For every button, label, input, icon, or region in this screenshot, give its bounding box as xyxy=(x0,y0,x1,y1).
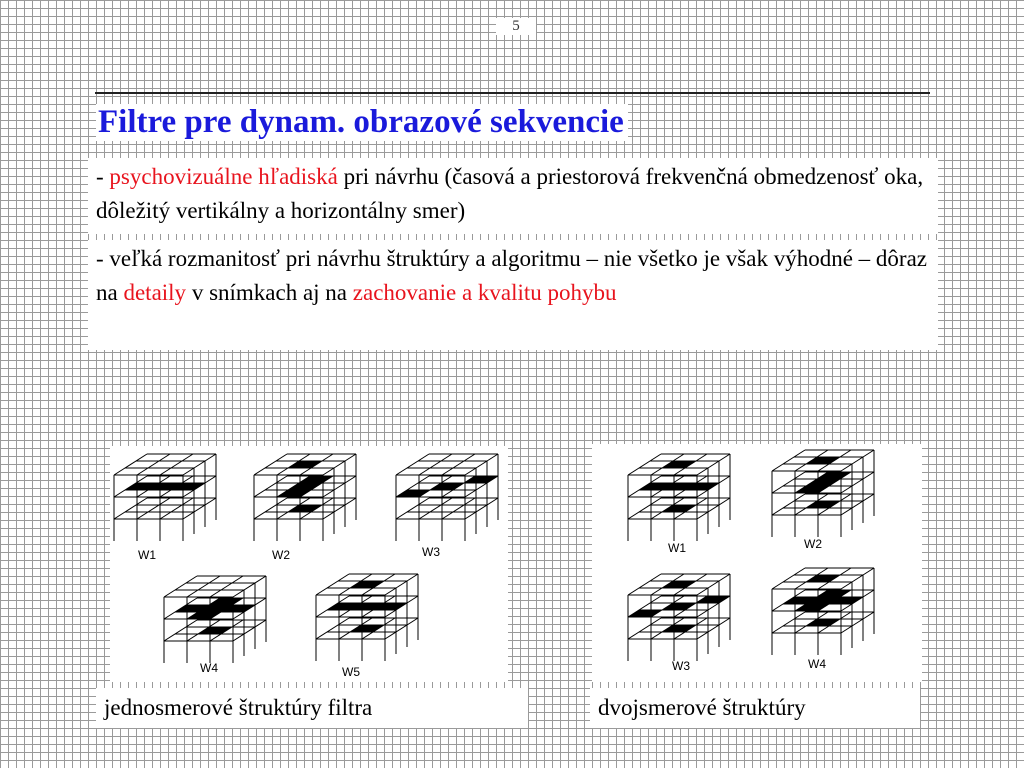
structure-label-w2: W2 xyxy=(804,537,822,551)
structure-label-w2: W2 xyxy=(272,548,290,562)
cube-w1 xyxy=(114,454,216,541)
structure-label-w4: W4 xyxy=(200,661,218,675)
unidirectional-structures-svg xyxy=(110,446,508,682)
cube-w3-bi xyxy=(628,574,730,661)
cube-w4 xyxy=(164,576,266,663)
unidirectional-structures-figure xyxy=(110,446,508,682)
structure-label-w3: W3 xyxy=(672,659,690,673)
page-number: 5 xyxy=(496,18,536,35)
cube-w2 xyxy=(254,454,356,541)
bullet-variety xyxy=(88,240,938,350)
structure-label-w3: W3 xyxy=(422,545,440,559)
title-divider xyxy=(95,92,930,94)
bullet-text: pri návrhu (časová a priestorová frekvenčná obmedzenosť oka, dôležitý vertikálny a horizontálny smer) xyxy=(96,164,924,223)
cube-w4-bi xyxy=(772,568,874,655)
slide-title: Filtre pre dynam. obrazové sekvencie xyxy=(96,104,628,141)
bullet-prefix: - xyxy=(96,164,110,189)
bullet-text-part1: - veľká rozmanitosť pri návrhu štruktúry a algoritmu – nie všetko je však výhodné – dôraz na xyxy=(96,246,927,305)
structure-label-w1: W1 xyxy=(138,548,156,562)
caption-bidirectional: dvojsmerové štruktúry xyxy=(590,688,920,728)
cube-w5 xyxy=(316,574,418,661)
cube-w1-bi xyxy=(628,454,730,541)
structure-label-w5: W5 xyxy=(342,665,360,679)
cube-w3 xyxy=(396,454,498,541)
bullet-highlight-psychovisual: psychovizuálne hľadiská xyxy=(109,164,338,189)
cube-group-right xyxy=(628,450,874,661)
bullet-highlight-motion: zachovanie a kvalitu pohybu xyxy=(352,280,617,305)
bullet-psychovisual xyxy=(88,158,938,234)
bullet-highlight-details: detaily xyxy=(123,280,187,305)
caption-unidirectional: jednosmerové štruktúry filtra xyxy=(96,688,528,728)
bidirectional-structures-svg xyxy=(592,444,922,682)
cube-group-left xyxy=(114,454,498,663)
bidirectional-structures-figure xyxy=(592,444,922,682)
structure-label-w4: W4 xyxy=(808,657,826,671)
structure-label-w1: W1 xyxy=(668,541,686,555)
cube-w2-bi xyxy=(772,450,874,537)
bullet-text-part2: v snímkach aj na xyxy=(186,280,353,305)
